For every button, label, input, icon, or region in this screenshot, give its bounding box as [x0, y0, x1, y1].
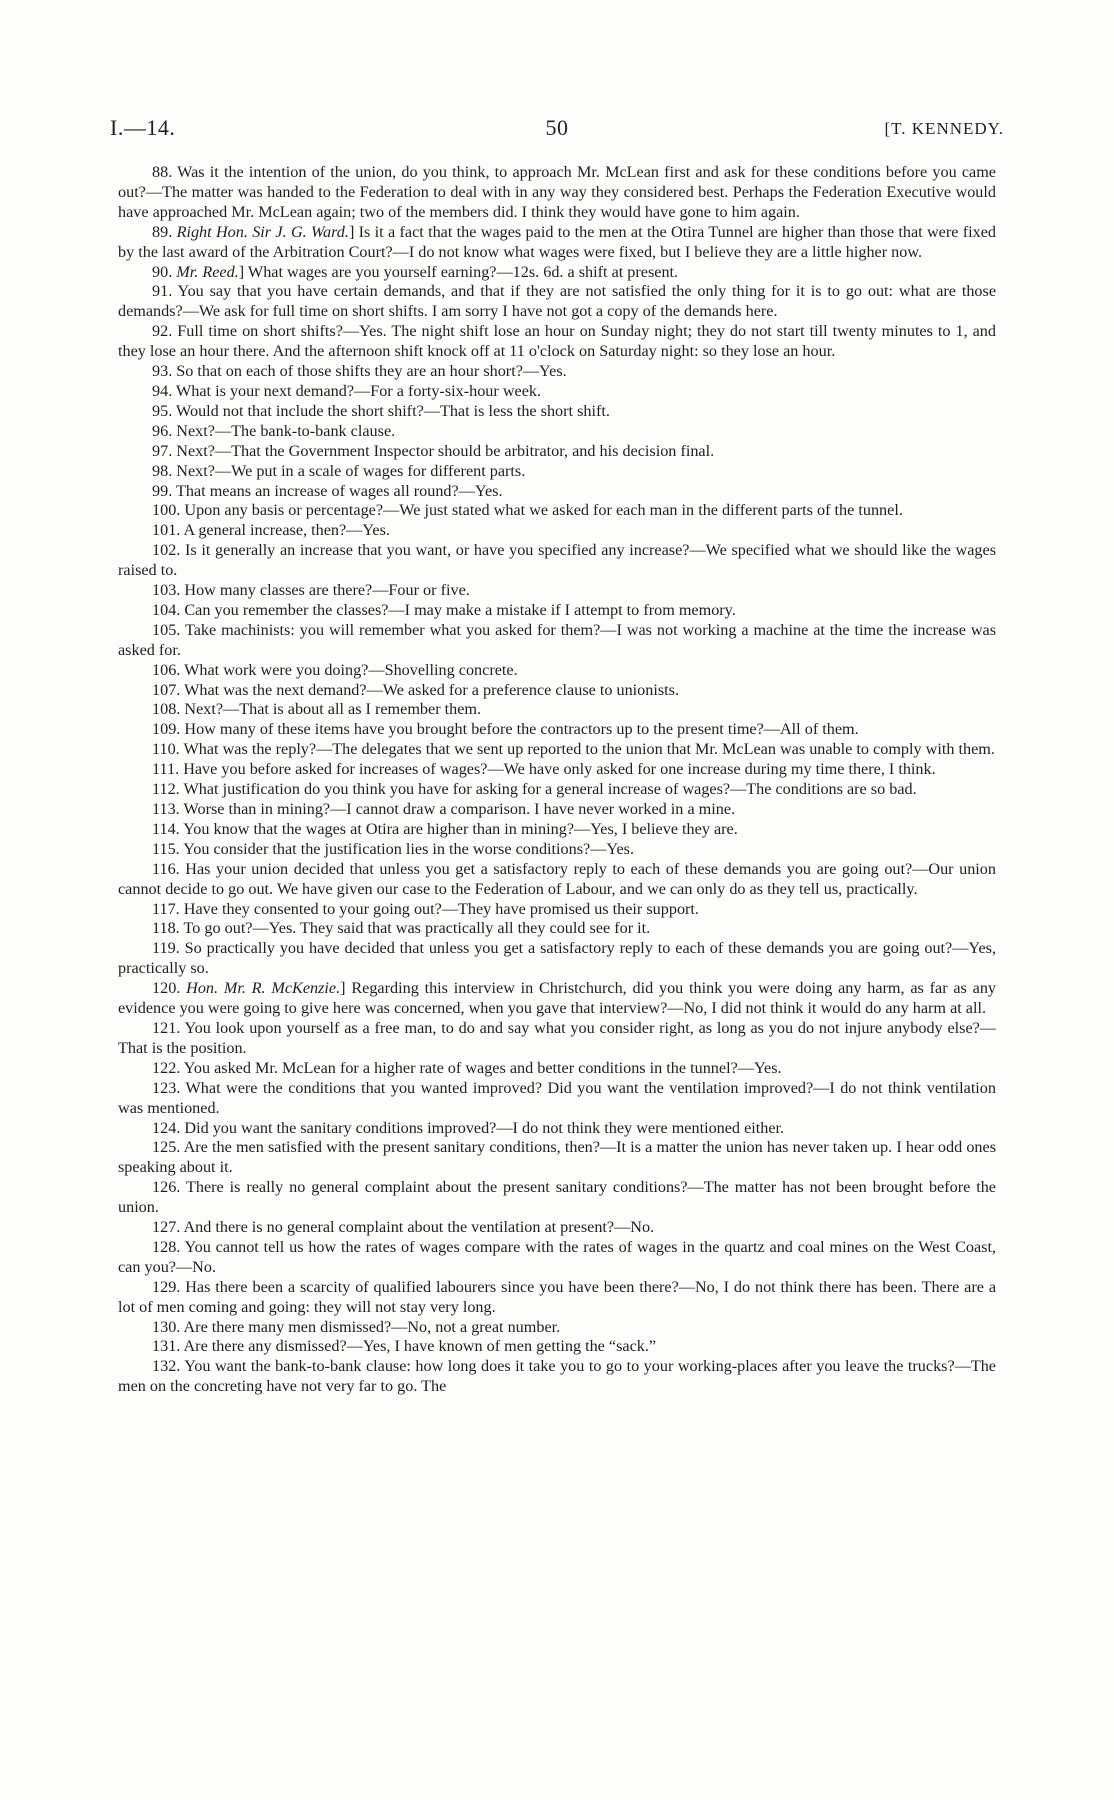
- question-answer-text: Next?—That is about all as I remember them.: [184, 700, 482, 719]
- question-answer-text: Are the men satisfied with the present sanitary conditions, then?—It is a matter the union has never taken up. I hear odd ones speaking about it.: [118, 1138, 996, 1177]
- question-number: 124.: [152, 1118, 181, 1137]
- question-number: 129.: [152, 1277, 181, 1296]
- question-number: 102.: [152, 541, 181, 560]
- question-answer-text: You asked Mr. McLean for a higher rate of wages and better conditions in the tunnel?—Yes.: [183, 1058, 782, 1077]
- speaker-name: Right Hon. Sir J. G. Ward.: [176, 222, 349, 241]
- question-paragraph: [118, 442, 996, 462]
- question-paragraph: 120. Hon. Mr. R. McKenzie.] Regarding this interview in Christchurch, did you think you were doing any harm, as far as any evidence you were going to give here was concerned, when you gave that interview?—No, I did not think it would do any harm at all.: [118, 979, 997, 1018]
- document-reference: I.—14.: [110, 115, 176, 140]
- question-answer-text: What wages are you yourself earning?—12s. 6d. a shift at present.: [247, 262, 679, 281]
- question-answer-text: You want the bank-to-bank clause: how long does it take you to go to your working-places after you leave the trucks?—The men on the concreting have not very far to go. The: [118, 1357, 996, 1396]
- question-paragraph: [118, 1079, 996, 1119]
- question-paragraph: [118, 1218, 996, 1238]
- question-answer-text: What was the reply?—The delegates that we sent up reported to the union that Mr. McLean was unable to comply with them.: [183, 740, 995, 759]
- question-number: 117.: [152, 899, 180, 918]
- question-number: 103.: [152, 581, 181, 600]
- question-number: 115.: [152, 839, 180, 858]
- question-paragraph: [118, 661, 996, 681]
- question-number: 106.: [152, 660, 181, 679]
- question-number: 122.: [152, 1058, 181, 1077]
- question-answer-text: To go out?—Yes. They said that was practically all they could see for it.: [183, 919, 651, 938]
- question-answer-text: Would not that include the short shift?—That is less the short shift.: [176, 401, 610, 420]
- question-paragraph: [118, 1019, 996, 1059]
- question-answer-text: Are there many men dismissed?—No, not a great number.: [183, 1317, 561, 1336]
- question-number: 113.: [152, 800, 180, 818]
- question-answer-text: Is it a fact that the wages paid to the men at the Otira Tunnel are higher than those that were fixed by the last award of the Arbitration Court?—I do not know what wages were fixed, but I believe they are a little higher now.: [118, 222, 996, 261]
- question-number: 112.: [152, 780, 180, 799]
- question-paragraph: [118, 919, 996, 939]
- question-paragraph: [118, 820, 996, 840]
- question-number: 91.: [152, 282, 173, 301]
- question-answer-text: What was the next demand?—We asked for a preference clause to unionists.: [184, 680, 680, 699]
- question-paragraph: [118, 462, 996, 482]
- question-answer-text: Have they consented to your going out?—They have promised us their support.: [183, 899, 699, 918]
- question-number: 97.: [152, 441, 173, 460]
- question-number: 123.: [152, 1078, 181, 1097]
- question-paragraph: [118, 382, 996, 402]
- question-paragraph: [118, 1318, 996, 1338]
- question-paragraph: [118, 681, 996, 701]
- question-answer-text: A general increase, then?—Yes.: [183, 521, 390, 540]
- question-paragraph: [118, 362, 996, 382]
- question-paragraph: [118, 581, 996, 601]
- question-paragraph: [118, 720, 996, 740]
- question-paragraph: [118, 1119, 996, 1139]
- speaker-name: Mr. Reed.: [176, 262, 239, 281]
- question-number: 131.: [152, 1337, 181, 1356]
- question-paragraph: [118, 482, 996, 502]
- question-number: 128.: [152, 1237, 181, 1256]
- question-answer-text: Can you remember the classes?—I may make a mistake if I attempt to from memory.: [184, 600, 736, 619]
- question-number: 132.: [152, 1357, 181, 1376]
- question-answer-text: You consider that the justification lies in the worse conditions?—Yes.: [183, 839, 635, 858]
- speaker-name: Hon. Mr. R. McKenzie.: [186, 979, 341, 998]
- question-paragraph: [118, 501, 996, 521]
- question-number: 99.: [152, 481, 173, 500]
- question-answer-text: You look upon yourself as a free man, to do and say what you consider right, as long as you do not injure anybody else?—That is the position.: [118, 1018, 996, 1057]
- question-number: 89.: [152, 222, 173, 241]
- question-paragraph: [118, 1178, 996, 1218]
- question-number: 94.: [152, 381, 173, 400]
- question-paragraph: [118, 422, 996, 442]
- question-paragraph: [118, 541, 996, 581]
- question-number: 105.: [152, 620, 181, 639]
- question-answer-text: You say that you have certain demands, and that if they are not satisfied the only thing for it is to go out: what are those demands?—We ask for full time on short shifts. I am sorry I have not got a copy of the demands here.: [118, 282, 997, 321]
- question-number: 88.: [152, 163, 173, 181]
- question-number: 127.: [152, 1218, 181, 1237]
- question-answer-text: Upon any basis or percentage?—We just stated what we asked for each man in the different parts of the tunnel.: [184, 501, 903, 520]
- question-number: 90.: [152, 262, 173, 281]
- question-answer-text: Is it generally an increase that you want, or have you specified any increase?—We specified what we should like the wages raised to.: [118, 541, 996, 580]
- question-paragraph: [118, 1337, 996, 1357]
- question-answer-text: What justification do you think you have for asking for a general increase of wages?—The conditions are so bad.: [183, 780, 917, 799]
- question-number: 95.: [152, 401, 173, 420]
- question-paragraph: [118, 1238, 996, 1278]
- question-paragraph: [118, 1138, 996, 1178]
- question-number: 118.: [152, 919, 180, 938]
- question-answer-text: Next?—The bank-to-bank clause.: [176, 421, 396, 440]
- question-number: 125.: [152, 1138, 181, 1157]
- witness-name: [T. KENNEDY.: [884, 119, 1004, 138]
- question-paragraph: [118, 700, 996, 720]
- question-number: 110.: [152, 740, 180, 759]
- question-number: 92.: [152, 322, 173, 341]
- question-paragraph: [118, 1278, 996, 1318]
- question-number: 121.: [152, 1018, 181, 1037]
- question-number: 119.: [152, 939, 180, 958]
- question-paragraph: [118, 780, 996, 800]
- question-answer-text: Has your union decided that unless you get a satisfactory reply to each of these demands you are going out?—Our union cannot decide to go out. We have given our case to the Federation of Labour, and we can only do as they tell us, practically.: [118, 859, 996, 898]
- question-answer-text: You cannot tell us how the rates of wages compare with the rates of wages in the quartz and coal mines on the West Coast, can you?—No.: [118, 1237, 997, 1276]
- question-answer-text: Did you want the sanitary conditions improved?—I do not think they were mentioned either.: [184, 1118, 785, 1137]
- question-number: 111.: [152, 760, 180, 779]
- question-paragraph: [118, 939, 996, 979]
- question-answer-text: How many of these items have you brought before the contractors up to the present time?—All of them.: [184, 720, 859, 739]
- question-number: 98.: [152, 461, 173, 480]
- question-paragraph: [118, 860, 996, 900]
- question-paragraph: [118, 900, 996, 920]
- question-answer-text: Take machinists: you will remember what you asked for them?—I was not working a machine at the time the increase was asked for.: [118, 620, 996, 659]
- question-number: 108.: [152, 700, 181, 719]
- question-answer-text: What work were you doing?—Shovelling concrete.: [184, 660, 518, 679]
- question-answer-text: You know that the wages at Otira are higher than in mining?—Yes, I believe they are.: [183, 819, 738, 838]
- question-answer-text: What is your next demand?—For a forty-six-hour week.: [176, 381, 542, 400]
- question-paragraph: [118, 840, 996, 860]
- page-number: 50: [545, 115, 569, 140]
- evidence-text: [118, 163, 996, 1397]
- question-number: 130.: [152, 1317, 181, 1336]
- question-answer-text: What were the conditions that you wanted improved? Did you want the ventilation improved?—I do not think ventilation was mentioned.: [118, 1078, 996, 1117]
- question-number: 100.: [152, 501, 181, 520]
- question-number: 126.: [152, 1178, 181, 1197]
- question-paragraph: [118, 601, 996, 621]
- question-answer-text: So practically you have decided that unless you get a satisfactory reply to each of these demands you are going out?—Yes, practically so.: [118, 939, 997, 978]
- question-number: 101.: [152, 521, 181, 540]
- question-paragraph: [118, 282, 996, 322]
- question-answer-text: There is really no general complaint about the present sanitary conditions?—The matter has not been brought before the union.: [118, 1178, 996, 1217]
- question-number: 109.: [152, 720, 181, 739]
- question-answer-text: Next?—We put in a scale of wages for different parts.: [176, 461, 526, 480]
- question-paragraph: 89. Right Hon. Sir J. G. Ward.] Is it a fact that the wages paid to the men at the Otira Tunnel are higher than those that were fixed by the last award of the Arbitration Court?—I do not know what wages were fixed, but I believe they are a little higher now.: [118, 222, 996, 261]
- question-number: 116.: [152, 859, 180, 878]
- question-paragraph: [118, 521, 996, 541]
- question-answer-text: Full time on short shifts?—Yes. The night shift lose an hour on Sunday night; they do not start till twenty minutes to 1, and they lose an hour there. And the afternoon shift knock off at 11 o'clock on Saturday night: so they lose an hour.: [118, 322, 996, 361]
- question-answer-text: Are there any dismissed?—Yes, I have known of men getting the “sack.”: [183, 1337, 657, 1356]
- question-paragraph: [118, 1357, 996, 1397]
- question-paragraph: [118, 1059, 996, 1079]
- question-answer-text: And there is no general complaint about the ventilation at present?—No.: [183, 1218, 655, 1237]
- question-number: 114.: [152, 819, 180, 838]
- question-paragraph: [118, 621, 996, 661]
- page-header: [110, 115, 1004, 145]
- question-answer-text: Worse than in mining?—I cannot draw a comparison. I have never worked in a mine.: [183, 800, 736, 818]
- question-number: 104.: [152, 600, 181, 619]
- question-answer-text: How many classes are there?—Four or five.: [184, 581, 470, 600]
- question-answer-text: Was it the intention of the union, do you think, to approach Mr. McLean first and ask for these conditions before you came out?—The matter was handed to the Federation to deal with in any way they considered best. Perhaps the Federation Executive would have approached Mr. McLean again; two of the members did. I think they would have gone to him again.: [118, 163, 996, 221]
- question-paragraph: 90. Mr. Reed.] What wages are you yourself earning?—12s. 6d. a shift at present.: [152, 262, 679, 281]
- question-number: 96.: [152, 421, 173, 440]
- question-paragraph: [118, 760, 996, 780]
- question-answer-text: So that on each of those shifts they are an hour short?—Yes.: [176, 362, 567, 381]
- question-number: 93.: [152, 362, 173, 381]
- question-paragraph: [118, 402, 996, 422]
- question-paragraph: [118, 800, 996, 820]
- question-number: 120.: [152, 979, 181, 998]
- question-answer-text: That means an increase of wages all round?—Yes.: [176, 481, 503, 500]
- question-answer-text: Has there been a scarcity of qualified labourers since you have been there?—No, I do not think there has been. There are a lot of men coming and going: they will not stay very long.: [118, 1277, 997, 1316]
- question-paragraph: [118, 322, 996, 362]
- question-answer-text: Have you before asked for increases of wages?—We have only asked for one increase during my time there, I think.: [183, 760, 936, 779]
- question-number: 107.: [152, 680, 181, 699]
- question-paragraph: [118, 740, 996, 760]
- question-answer-text: Next?—That the Government Inspector should be arbitrator, and his decision final.: [176, 441, 715, 460]
- question-paragraph: [118, 163, 996, 223]
- question-answer-text: Regarding this interview in Christchurch, did you think you were doing any harm, as far as any evidence you were going to give here was concerned, when you gave that interview?—No, I did not think it would do any harm at all.: [118, 979, 997, 1018]
